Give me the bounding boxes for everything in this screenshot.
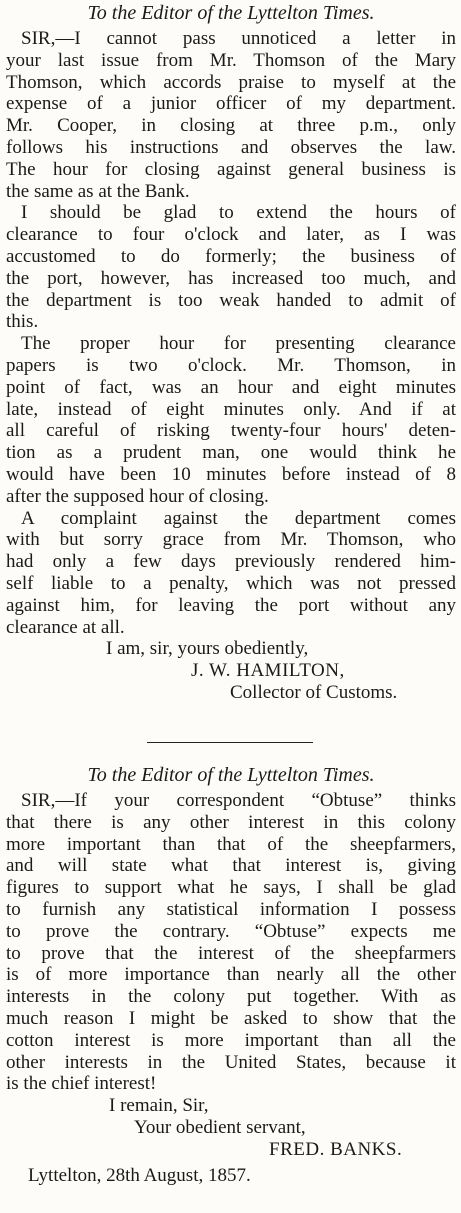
body-line: would have been 10 minutes before instead of 8	[6, 463, 456, 485]
closing-line: Your obedient servant,	[134, 1117, 306, 1139]
letter-heading: To the Editor of the Lyttelton Times.	[87, 764, 375, 786]
body-line: clearance at all.	[6, 616, 125, 638]
body-line: Mr. Cooper, in closing at three p.m., only	[6, 115, 456, 137]
body-line: The hour for closing against general business is	[6, 158, 456, 180]
body-line: had only a few days previously rendered him-	[6, 551, 456, 573]
body-line: to prove that the interest of the sheepfarmers	[6, 942, 456, 964]
body-line: to prove the contrary. “Obtuse” expects me	[6, 920, 456, 942]
body-line: point of fact, was an hour and eight minutes	[6, 376, 456, 398]
letter-body	[6, 790, 456, 1095]
body-line: much reason I might be asked to show that the	[6, 1007, 456, 1029]
body-line: is of more importance than nearly all the other	[6, 964, 456, 986]
signature: J. W. HAMILTON,	[191, 660, 345, 682]
signatory-title: Collector of Customs.	[230, 682, 398, 704]
body-line: clearance to four o'clock and later, as I was	[6, 224, 456, 246]
section-divider	[147, 742, 313, 743]
signature: FRED. BANKS.	[269, 1139, 403, 1161]
body-line: SIR,—If your correspondent “Obtuse” thinks	[21, 790, 456, 811]
body-line: interests in the colony put together. With as	[6, 986, 456, 1008]
body-line: that there is any other interest in this colony	[6, 811, 456, 833]
body-line: The proper hour for presenting clearance	[21, 333, 456, 355]
body-line: accustomed to do formerly; the business of	[6, 245, 456, 267]
letter-banks	[6, 762, 456, 1187]
body-line: A complaint against the department comes	[21, 507, 456, 529]
body-line: papers is two o'clock. Mr. Thomson, in	[6, 354, 456, 376]
body-line: is the chief interest!	[6, 1073, 157, 1095]
body-line: all careful of risking twenty-four hours' deten-	[6, 420, 456, 442]
body-line: with but sorry grace from Mr. Thomson, who	[6, 529, 456, 551]
body-line: the port, however, has increased too much, and	[6, 267, 456, 289]
body-line: follows his instructions and observes the law.	[6, 136, 456, 158]
body-line: to furnish any statistical information I possess	[6, 898, 456, 920]
body-line: I should be glad to extend the hours of	[21, 202, 456, 224]
body-line: cotton interest is more important than all the	[6, 1029, 456, 1051]
closing-line: I am, sir, yours obediently,	[106, 638, 309, 660]
body-line: expense of a junior officer of my department.	[6, 93, 456, 115]
body-line: the department is too weak handed to admit of	[6, 289, 456, 311]
body-line: the same as at the Bank.	[6, 180, 190, 202]
body-line: figures to support what he says, I shall be glad	[6, 877, 456, 899]
letter-body	[6, 28, 456, 638]
body-line: your last issue from Mr. Thomson of the Mary	[6, 49, 456, 71]
body-line: Thomson, which accords praise to myself at the	[6, 71, 456, 93]
body-line: other interests in the United States, because it	[6, 1051, 456, 1073]
closing-line: I remain, Sir,	[109, 1095, 209, 1117]
body-line: after the supposed hour of closing.	[6, 485, 269, 507]
body-line: self liable to a penalty, which was not pressed	[6, 572, 456, 594]
letter-heading: To the Editor of the Lyttelton Times.	[87, 2, 375, 24]
body-line: and will state what that interest is, giving	[6, 855, 456, 877]
body-line: SIR,—I cannot pass unnoticed a letter in	[21, 28, 456, 49]
body-line: this.	[6, 311, 39, 333]
body-line: against him, for leaving the port without any	[6, 594, 456, 616]
body-line: tion as a prudent man, one would think he	[6, 442, 456, 464]
body-line: late, instead of eight minutes only. And if at	[6, 398, 456, 420]
place-date: Lyttelton, 28th August, 1857.	[28, 1165, 251, 1187]
body-line: more important than that of the sheepfarmers,	[6, 833, 456, 855]
letter-hamilton	[6, 0, 456, 704]
